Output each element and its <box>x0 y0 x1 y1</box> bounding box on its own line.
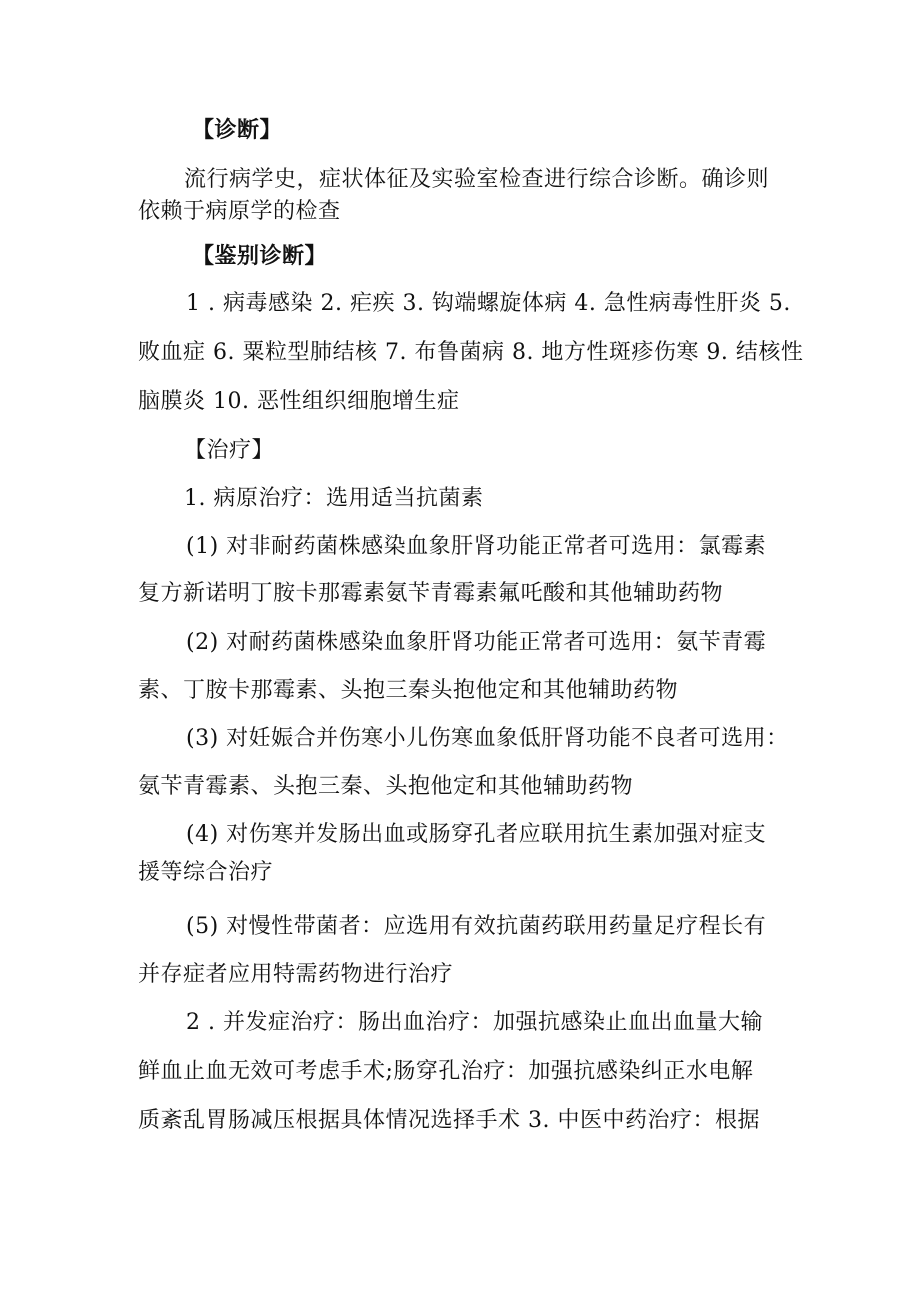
treatment-heading: 【治疗】 <box>184 438 275 463</box>
differential-line: 1 . 病毒感染 2. 疟疾 3. 钩端螺旋体病 4. 急性病毒性肝炎 5. <box>186 291 791 316</box>
treatment-line: 援等综合治疗 <box>138 860 274 885</box>
diagnosis-line: 依赖于病原学的检查 <box>138 199 341 224</box>
treatment-line: (4) 对伤寒并发肠出血或肠穿孔者应联用抗生素加强对症支 <box>186 822 767 847</box>
differential-line: 脑膜炎 10. 恶性组织细胞增生症 <box>138 389 460 414</box>
treatment-line: 氨苄青霉素、头抱三秦、头抱他定和其他辅助药物 <box>138 774 634 799</box>
treatment-line: 鲜血止血无效可考虑手术;肠穿孔治疗：加强抗感染纠正水电解 <box>138 1059 754 1084</box>
treatment-line: 素、丁胺卡那霉素、头抱三秦头抱他定和其他辅助药物 <box>138 678 679 703</box>
diagnosis-line: 流行病学史，症状体征及实验室检查进行综合诊断。确诊则 <box>184 167 770 192</box>
treatment-line: (1) 对非耐药菌株感染血象肝肾功能正常者可选用：氯霉素 <box>186 534 767 559</box>
treatment-line: 2 . 并发症治疗：肠出血治疗：加强抗感染止血出血量大输 <box>186 1010 763 1035</box>
diagnosis-heading: 【诊断】 <box>192 117 283 143</box>
treatment-line: 并存症者应用特需药物进行治疗 <box>138 962 454 987</box>
treatment-line: 质紊乱胃肠减压根据具体情况选择手术 3. 中医中药治疗：根据 <box>138 1108 760 1133</box>
treatment-line: (2) 对耐药菌株感染血象肝肾功能正常者可选用：氨苄青霉 <box>186 630 767 655</box>
differential-line: 败血症 6. 粟粒型肺结核 7. 布鲁菌病 8. 地方性斑疹伤寒 9. 结核性 <box>138 340 804 365</box>
differential-heading: 【鉴别诊断】 <box>192 243 328 269</box>
treatment-line: 复方新诺明丁胺卡那霉素氨苄青霉素氟吒酸和其他辅助药物 <box>138 581 724 606</box>
treatment-line: (3) 对妊娠合并伤寒小儿伤寒血象低肝肾功能不良者可选用： <box>186 726 789 751</box>
treatment-line: (5) 对慢性带菌者：应选用有效抗菌药联用药量足疗程长有 <box>186 914 767 939</box>
treatment-line: 1. 病原治疗：选用适当抗菌素 <box>184 486 484 511</box>
